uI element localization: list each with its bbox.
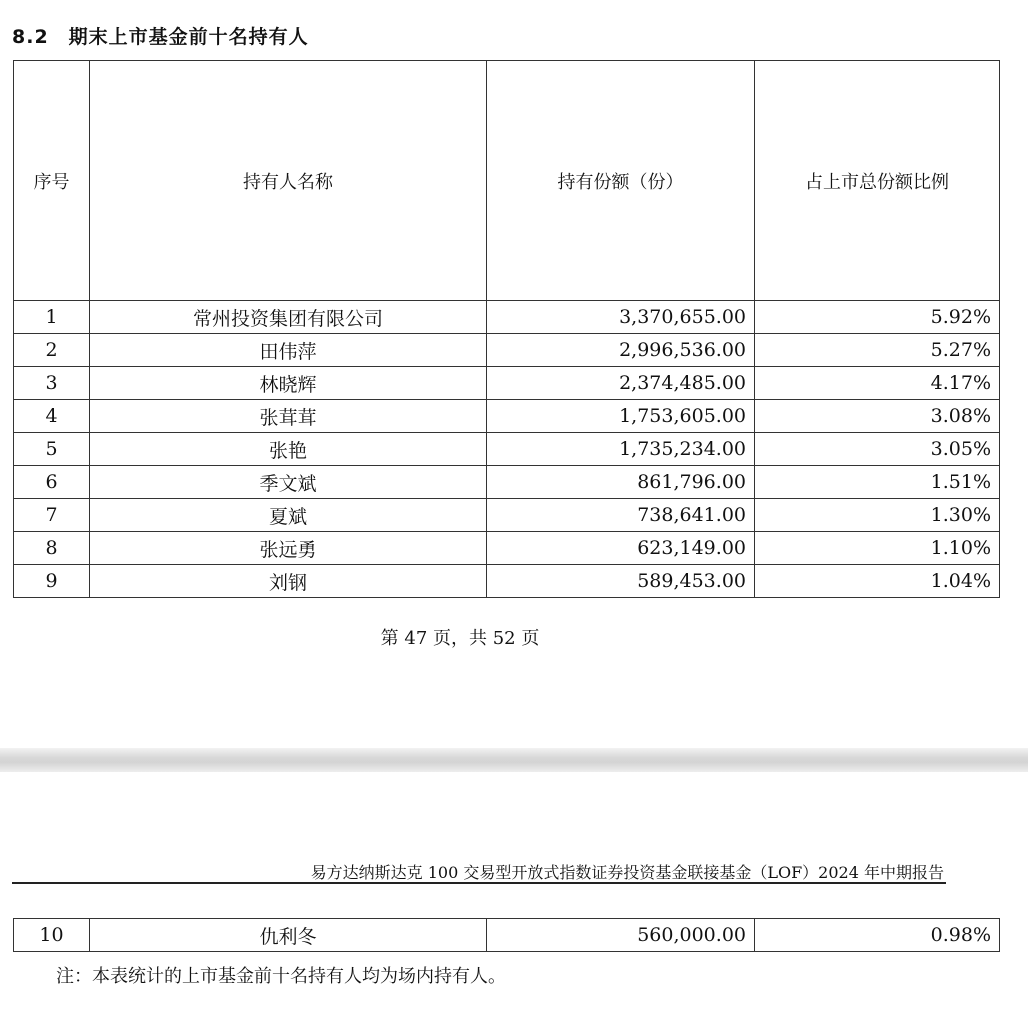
header-shares-held: 持有份额（份） (487, 61, 755, 301)
row-serial-number: 8 (14, 532, 90, 565)
row-holder-name: 张茸茸 (90, 400, 487, 433)
page-number: 第 47 页，共 52 页 (380, 628, 540, 649)
row-serial-number: 7 (14, 499, 90, 532)
table-row (14, 466, 1000, 499)
section-title: 8.2 期末上市基金前十名持有人 (12, 26, 309, 48)
header-share-ratio: 占上市总份额比例 (755, 61, 1000, 301)
row-serial-number: 2 (14, 334, 90, 367)
row-shares-held: 3,370,655.00 (487, 301, 755, 334)
table-row (14, 499, 1000, 532)
top-holders-table-continued (13, 918, 1000, 952)
row-serial-number: 9 (14, 565, 90, 598)
row-shares-held: 2,374,485.00 (487, 367, 755, 400)
row-serial-number: 1 (14, 301, 90, 334)
row-share-ratio: 3.08% (755, 400, 1000, 433)
table-header-row (14, 61, 1000, 301)
table-row (14, 565, 1000, 598)
row-share-ratio: 1.04% (755, 565, 1000, 598)
row-share-ratio: 3.05% (755, 433, 1000, 466)
row-shares-held: 560,000.00 (487, 919, 755, 952)
page-separator (0, 748, 1028, 772)
row-shares-held: 1,753,605.00 (487, 400, 755, 433)
top-holders-table (13, 60, 1000, 598)
table-row (14, 367, 1000, 400)
row-shares-held: 2,996,536.00 (487, 334, 755, 367)
row-holder-name: 季文斌 (90, 466, 487, 499)
row-share-ratio: 1.30% (755, 499, 1000, 532)
row-holder-name: 夏斌 (90, 499, 487, 532)
row-share-ratio: 0.98% (755, 919, 1000, 952)
table-row (14, 433, 1000, 466)
row-share-ratio: 1.51% (755, 466, 1000, 499)
row-shares-held: 738,641.00 (487, 499, 755, 532)
row-holder-name: 刘钢 (90, 565, 487, 598)
row-share-ratio: 1.10% (755, 532, 1000, 565)
table-footnote: 注：本表统计的上市基金前十名持有人均为场内持有人。 (56, 966, 506, 987)
report-running-header: 易方达纳斯达克 100 交易型开放式指数证券投资基金联接基金（LOF）2024 年中期报告 (310, 863, 944, 882)
table-row (14, 301, 1000, 334)
header-serial-number: 序号 (14, 61, 90, 301)
row-serial-number: 10 (14, 919, 90, 952)
row-serial-number: 5 (14, 433, 90, 466)
header-rule (12, 882, 946, 884)
row-serial-number: 4 (14, 400, 90, 433)
row-holder-name: 常州投资集团有限公司 (90, 301, 487, 334)
row-share-ratio: 4.17% (755, 367, 1000, 400)
row-share-ratio: 5.92% (755, 301, 1000, 334)
table-row (14, 919, 1000, 952)
table-row (14, 532, 1000, 565)
row-holder-name: 张艳 (90, 433, 487, 466)
row-holder-name: 田伟萍 (90, 334, 487, 367)
header-holder-name: 持有人名称 (90, 61, 487, 301)
row-holder-name: 张远勇 (90, 532, 487, 565)
row-holder-name: 林晓辉 (90, 367, 487, 400)
row-serial-number: 3 (14, 367, 90, 400)
row-holder-name: 仇利冬 (90, 919, 487, 952)
row-serial-number: 6 (14, 466, 90, 499)
row-shares-held: 623,149.00 (487, 532, 755, 565)
row-share-ratio: 5.27% (755, 334, 1000, 367)
row-shares-held: 1,735,234.00 (487, 433, 755, 466)
row-shares-held: 861,796.00 (487, 466, 755, 499)
row-shares-held: 589,453.00 (487, 565, 755, 598)
table-row (14, 400, 1000, 433)
table-row (14, 334, 1000, 367)
